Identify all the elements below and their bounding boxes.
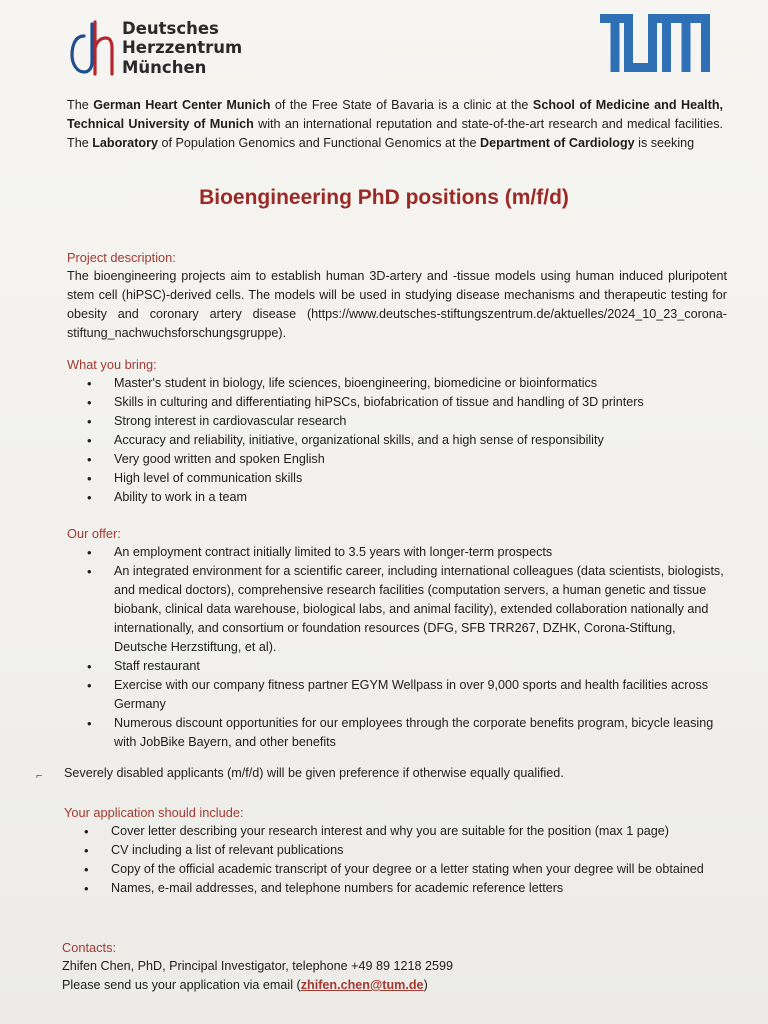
intro-paragraph — [67, 96, 723, 153]
bring-section — [67, 355, 727, 507]
application-heading: Your application should include: — [64, 805, 244, 820]
dhz-logo-text — [122, 19, 242, 78]
intro-text-3: with an international reputation and state-of-the-art research and medical facilities. The — [67, 117, 723, 150]
list-item: • Accuracy and reliability, initiative, organizational skills, and a high sense of responsibility — [67, 431, 727, 450]
intro-bold-4: Department of Cardiology — [480, 136, 635, 150]
offer-list — [67, 543, 727, 752]
list-item: • An integrated environment for a scientific career, including international colleagues (data scientists, biologists, and medical doctors), comprehensive research facilities (computation servers, a human genetic and tissue biobank, clinical data warehouse, biological labs, and animal facility), extended collaboration nationally and internationally, and consortium or foundation resources (DFG, SFB TRR267, DZHK, Corona-Stiftung, Deutsche Herzstiftung, et al). — [67, 562, 727, 657]
intro-text-2: of the Free State of Bavaria is a clinic at the — [270, 98, 533, 112]
page-title: Bioengineering PhD positions (m/f/d) — [199, 186, 569, 209]
list-item: • Names, e-mail addresses, and telephone numbers for academic reference letters — [64, 879, 724, 898]
application-list — [64, 822, 724, 898]
list-item: • An employment contract initially limited to 3.5 years with longer-term prospects — [67, 543, 727, 562]
list-item: • CV including a list of relevant publications — [64, 841, 724, 860]
intro-bold-3: Laboratory — [92, 136, 158, 150]
list-item: • Copy of the official academic transcript of your degree or a letter stating when your degree will be obtained — [64, 860, 724, 879]
list-item: • Very good written and spoken English — [67, 450, 727, 469]
list-item: • Cover letter describing your research interest and why you are suitable for the position (max 1 page) — [64, 822, 724, 841]
project-section — [67, 248, 727, 343]
offer-section — [67, 524, 727, 752]
bring-heading: What you bring: — [67, 357, 157, 372]
intro-bold-2: School of Medicine and Health, Technical University of Munich — [67, 98, 724, 131]
contacts-line-2-suffix: ) — [423, 978, 428, 992]
dhz-logo-mark-icon — [70, 18, 114, 78]
contacts-section — [62, 938, 722, 995]
list-item: • Numerous discount opportunities for our employees through the corporate benefits program, bicycle leasing with JobBike Bayern, and other benefits — [67, 714, 727, 752]
intro-text-4: of Population Genomics and Functional Genomics at the — [157, 136, 481, 150]
tum-logo-icon — [600, 14, 710, 72]
dhz-logo-line-1: Deutsches — [122, 18, 219, 38]
contacts-line-1: Zhifen Chen, PhD, Principal Investigator, telephone +49 89 1218 2599 — [62, 959, 454, 973]
dhz-logo — [70, 18, 242, 78]
stray-mark-icon: ⌐ — [36, 770, 43, 782]
disabled-note: Severely disabled applicants (m/f/d) will be given preference if otherwise equally qualified. — [64, 766, 564, 780]
project-text: The bioengineering projects aim to establish human 3D-artery and -tissue models using human induced pluripotent stem cell (hiPSC)-derived cells. The models will be used in studying disease mechanisms and therapeutic testing for obesity and coronary artery disease (https://www.deutsches-stiftungszentrum.de/aktuelles/2024_10_23_corona-stiftung_nachwuchsforschungsgruppe). — [67, 269, 727, 340]
list-item: • High level of communication skills — [67, 469, 727, 488]
dhz-logo-line-2: Herzzentrum — [122, 38, 243, 58]
offer-heading: Our offer: — [67, 526, 121, 541]
project-heading: Project description: — [67, 250, 176, 265]
contacts-heading: Contacts: — [62, 940, 117, 955]
bring-list — [67, 374, 727, 507]
intro-bold-1: German Heart Center Munich — [93, 98, 271, 112]
intro-text-5: is seeking — [634, 136, 695, 150]
list-item: • Skills in culturing and differentiating hiPSCs, biofabrication of tissue and handling of 3D printers — [67, 393, 727, 412]
intro-text-1: The — [67, 98, 94, 112]
list-item: • Staff restaurant — [67, 657, 727, 676]
dhz-logo-line-3: München — [122, 57, 207, 77]
list-item: • Master's student in biology, life sciences, bioengineering, biomedicine or bioinformatics — [67, 374, 727, 393]
list-item: • Ability to work in a team — [67, 488, 727, 507]
contacts-line-2-prefix: Please send us your application via email ( — [62, 978, 301, 992]
list-item: • Strong interest in cardiovascular research — [67, 412, 727, 431]
application-section — [64, 803, 724, 898]
contact-email-link[interactable]: zhifen.chen@tum.de — [300, 978, 424, 992]
contacts-line-2 — [62, 976, 722, 995]
list-item: • Exercise with our company fitness partner EGYM Wellpass in over 9,000 sports and health facilities across Germany — [67, 676, 727, 714]
